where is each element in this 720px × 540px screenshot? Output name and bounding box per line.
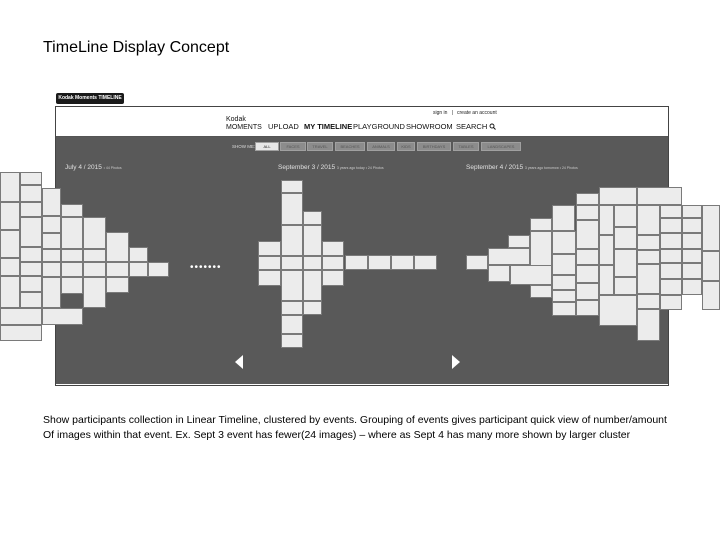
photo-thumbnail[interactable] [148,262,169,277]
show-me-label: SHOW ME: [232,144,256,149]
filter-kids[interactable]: KIDS [397,142,415,151]
photo-thumbnail[interactable] [129,262,148,277]
photo-thumbnail[interactable] [322,270,344,286]
photo-thumbnail[interactable] [322,256,344,270]
photo-thumbnail[interactable] [20,262,42,276]
photo-thumbnail[interactable] [20,217,42,247]
nav-my-timeline[interactable]: MY TIMELINE [304,122,353,131]
photo-thumbnail[interactable] [599,205,614,235]
photo-thumbnail[interactable] [42,262,61,277]
photo-thumbnail[interactable] [61,204,83,217]
photo-thumbnail[interactable] [345,255,368,270]
timeline-ellipsis: ••••••• [190,262,222,273]
photo-thumbnail[interactable] [530,231,552,267]
app-label: Kodak Moments TIMELINE [56,93,124,104]
photo-thumbnail[interactable] [576,193,599,205]
photo-thumbnail[interactable] [682,218,702,233]
photo-thumbnail[interactable] [20,185,42,202]
photo-thumbnail[interactable] [614,227,637,249]
filter-landscapes[interactable]: LANDSCAPES [481,142,521,151]
photo-thumbnail[interactable] [83,217,106,249]
photo-thumbnail[interactable] [660,249,682,263]
photo-thumbnail[interactable] [42,308,83,325]
photo-thumbnail[interactable] [129,247,148,262]
photo-thumbnail[interactable] [20,247,42,262]
photo-thumbnail[interactable] [576,283,599,300]
photo-thumbnail[interactable] [552,254,576,275]
photo-thumbnail[interactable] [258,270,281,286]
filter-faces[interactable]: FACES [280,142,306,151]
photo-thumbnail[interactable] [660,279,682,295]
photo-thumbnail[interactable] [510,265,552,285]
photo-thumbnail[interactable] [660,205,682,218]
photo-thumbnail[interactable] [682,249,702,263]
photo-thumbnail[interactable] [368,255,391,270]
photo-thumbnail[interactable] [552,205,575,231]
photo-thumbnail[interactable] [599,235,614,265]
nav-playground[interactable]: PLAYGROUND [353,122,405,131]
photo-thumbnail[interactable] [391,255,414,270]
photo-thumbnail[interactable] [0,308,42,325]
photo-thumbnail[interactable] [61,277,83,294]
photo-thumbnail[interactable] [614,205,637,227]
event-date: September 4 / 2015 [466,164,524,171]
logo-line1: Kodak [226,116,246,123]
photo-thumbnail[interactable] [281,301,303,315]
photo-thumbnail[interactable] [660,295,682,310]
photo-thumbnail[interactable] [20,292,42,308]
photo-thumbnail[interactable] [42,216,61,233]
photo-thumbnail[interactable] [508,235,530,248]
event-september-4[interactable] [466,164,578,171]
photo-thumbnail[interactable] [530,285,552,298]
event-meta: 3 years ago today • 24 Photos [336,166,384,170]
photo-thumbnail[interactable] [303,211,322,225]
photo-thumbnail[interactable] [322,241,344,256]
account-separator: | [452,110,454,116]
photo-thumbnail[interactable] [61,217,83,249]
photo-thumbnail[interactable] [660,263,682,279]
filter-beaches[interactable]: BEACHES [335,142,365,151]
photo-thumbnail[interactable] [488,248,530,265]
filter-animals[interactable]: ANIMALS [367,142,395,151]
photo-thumbnail[interactable] [660,218,682,233]
photo-thumbnail[interactable] [576,205,599,220]
photo-thumbnail[interactable] [414,255,437,270]
photo-thumbnail[interactable] [303,256,322,270]
photo-thumbnail[interactable] [702,251,720,281]
sign-in-link[interactable]: sign in [433,110,448,116]
photo-thumbnail[interactable] [488,265,510,282]
nav-showroom[interactable]: SHOWROOM [406,122,453,131]
photo-thumbnail[interactable] [637,187,682,205]
photo-thumbnail[interactable] [303,225,322,256]
photo-thumbnail[interactable] [637,294,660,309]
photo-thumbnail[interactable] [281,334,303,348]
photo-thumbnail[interactable] [61,249,83,262]
event-meta: 3 years ago tomorrow • 24 Photos [524,166,578,170]
photo-thumbnail[interactable] [702,205,720,251]
photo-thumbnail[interactable] [106,262,129,277]
photo-thumbnail[interactable] [258,241,281,256]
photo-thumbnail[interactable] [576,300,599,316]
photo-thumbnail[interactable] [106,277,129,293]
photo-thumbnail[interactable] [576,249,599,265]
photo-thumbnail[interactable] [281,225,303,256]
photo-thumbnail[interactable] [20,276,42,292]
slide-title: TimeLine Display Concept [43,39,230,56]
event-september-3[interactable] [278,164,384,171]
photo-thumbnail[interactable] [281,193,303,225]
photo-thumbnail[interactable] [637,264,660,294]
arrow-right-icon[interactable] [452,355,460,369]
photo-thumbnail[interactable] [599,265,614,295]
photo-thumbnail[interactable] [637,250,660,264]
filter-travel[interactable]: TRAVEL [307,142,333,151]
photo-thumbnail[interactable] [61,262,83,277]
photo-thumbnail[interactable] [466,255,488,270]
photo-thumbnail[interactable] [303,270,322,301]
photo-thumbnail[interactable] [303,301,322,315]
photo-thumbnail[interactable] [0,202,20,230]
caption-line-1: Show participants collection in Linear Timeline, clustered by events. Grouping of events gives participant quick view of number/amount [43,414,667,426]
photo-thumbnail[interactable] [576,220,599,249]
photo-thumbnail[interactable] [682,279,702,295]
photo-thumbnail[interactable] [83,277,106,308]
event-meta: • 44 Photos [103,166,122,170]
nav-search[interactable] [456,122,496,131]
photo-thumbnail[interactable] [0,276,20,308]
photo-thumbnail[interactable] [576,265,599,283]
photo-thumbnail[interactable] [42,249,61,262]
photo-thumbnail[interactable] [702,281,720,310]
photo-thumbnail[interactable] [682,263,702,279]
nav-upload[interactable]: UPLOAD [268,122,299,131]
photo-thumbnail[interactable] [660,233,682,249]
event-july-4[interactable] [65,164,122,171]
event-date: September 3 / 2015 [278,164,336,171]
photo-thumbnail[interactable] [552,290,576,302]
photo-thumbnail[interactable] [0,230,20,258]
photo-thumbnail[interactable] [281,315,303,334]
photo-thumbnail[interactable] [258,256,281,270]
photo-thumbnail[interactable] [637,205,660,235]
photo-thumbnail[interactable] [599,295,637,326]
photo-thumbnail[interactable] [42,233,61,249]
photo-thumbnail[interactable] [552,231,576,254]
photo-thumbnail[interactable] [83,249,106,262]
photo-thumbnail[interactable] [0,325,42,341]
photo-thumbnail[interactable] [682,205,702,218]
photo-thumbnail[interactable] [281,270,303,301]
logo-line2: MOMENTS [226,124,262,131]
photo-thumbnail[interactable] [0,172,20,202]
photo-thumbnail[interactable] [281,180,303,193]
filter-all[interactable]: ALL [255,142,279,151]
filter-tables[interactable]: TABLES [453,142,479,151]
photo-thumbnail[interactable] [552,302,576,316]
photo-thumbnail[interactable] [530,218,552,231]
filter-birthdays[interactable]: BIRTHDAYS [417,142,451,151]
create-account-link[interactable]: create an account [457,110,497,116]
photo-thumbnail[interactable] [106,232,129,262]
photo-thumbnail[interactable] [0,258,20,276]
caption [43,413,713,443]
photo-thumbnail[interactable] [42,188,61,216]
photo-thumbnail[interactable] [614,277,637,295]
photo-thumbnail[interactable] [637,235,660,250]
arrow-left-icon[interactable] [235,355,243,369]
event-date: July 4 / 2015 [65,164,102,171]
nav-search-label: SEARCH [456,122,488,131]
photo-thumbnail[interactable] [682,233,702,249]
photo-thumbnail[interactable] [20,202,42,217]
photo-thumbnail[interactable] [552,275,576,290]
photo-thumbnail[interactable] [20,172,42,185]
photo-thumbnail[interactable] [614,249,637,277]
magnifier-icon [489,123,496,130]
top-navigation-bar [56,107,668,137]
photo-thumbnail[interactable] [281,256,303,270]
kodak-moments-logo[interactable] [226,116,262,132]
photo-thumbnail[interactable] [599,187,637,205]
photo-thumbnail[interactable] [42,277,61,308]
photo-thumbnail[interactable] [83,262,106,277]
photo-thumbnail[interactable] [637,309,660,341]
caption-line-2: Of images within that event. Ex. Sept 3 event has fewer(24 images) – where as Sept 4 has many more shown by larger cluster [43,429,631,441]
